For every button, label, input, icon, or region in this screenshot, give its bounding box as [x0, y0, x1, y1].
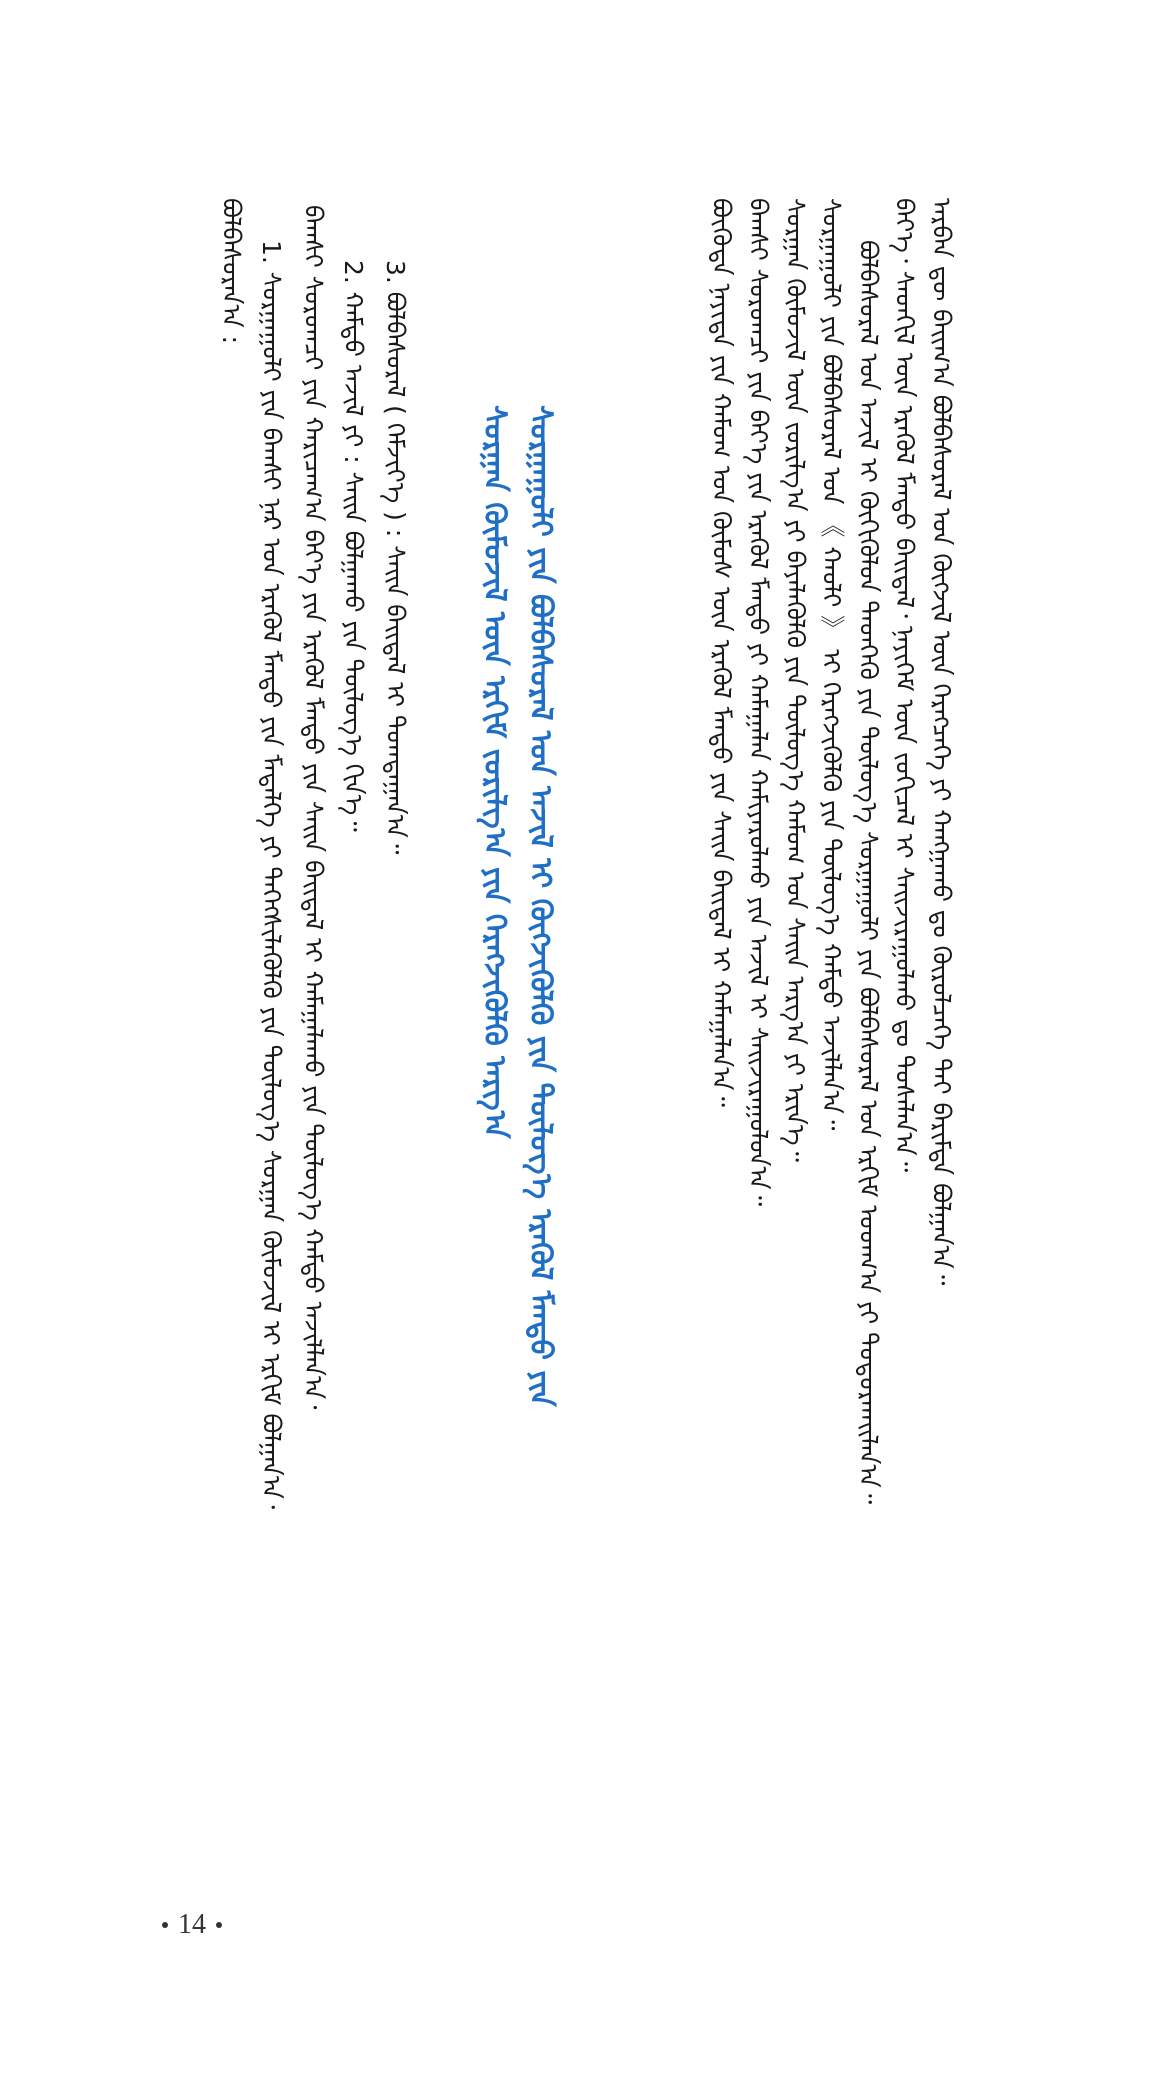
list-item: 2. ᠬᠠᠮᠲᠤ ᠠᠵᠢᠯ ᠶᠢ : ᠰᠠᠢᠨ ᠪᠣᠯᠭᠠᠬᠤ ᠶᠢᠨ ᠲᠥᠯᠥᠭ᠎ᠡ ᠬᠢᠨ᠎ᠡ᠃ [339, 260, 368, 832]
section-heading: ᠰᠤᠷᠭᠠᠨ ᠬᠦᠮᠦᠵᠢᠯ ᠦᠨ ᠡᠷᠬᠢᠮ ᠵᠣᠷᠢᠯᠭ᠎ᠠ ᠶᠢᠨ ᠬᠡᠷᠡᠭᠵᠢᠭᠦᠯᠬᠦ ᠠᠷᠭ᠎ᠠ [477, 405, 512, 1139]
body-line: ᠠᠷᠪᠠᠨ ᠳᠦ ᠪᠠᠢᠭ᠎ᠠ ᠪᠣᠯᠪᠠᠰᠤᠷᠠᠯ ᠤᠨ ᠬᠥᠭᠵᠢᠯ ᠦᠨ ᠬᠡᠷᠡᠭᠴᠡᠭᠡ ᠶᠢ ᠬᠠᠩᠭᠠᠬᠤ ᠳᠤ ᠬᠦᠷᠦᠯᠴᠡᠭᠡ ᠲᠠᠢ ᠪᠠᠷᠢᠮᠲᠠ ᠪᠣᠯᠭᠠᠨ᠎ᠠ᠃ [927, 198, 956, 1286]
bullet-dot [162, 1922, 168, 1928]
list-item: 1. ᠰᠤᠷᠭᠠᠭᠤᠯᠢ ᠶᠢᠨ ᠪᠠᠭᠰᠢ ᠨᠠᠷ ᠤᠨ ᠡᠷᠡᠭᠦᠯ ᠮᠡᠨᠳᠦ ᠶᠢᠨ ᠮᠡᠳᠡᠯᠭᠡ ᠶᠢ ᠳᠡᠭᠡᠭᠰᠢᠯᠡᠭᠦᠯᠬᠦ ᠶᠢᠨ ᠲᠥᠯᠥᠭ᠎ᠡ ᠰᠤᠷᠭᠠᠨ ᠬᠦᠮᠦᠵᠢᠯ ᠢ ᠡᠷᠬᠢᠮ ᠪᠣᠯᠭᠠᠨ᠎ᠠ᠂ [257, 240, 286, 1510]
section-heading: ᠰᠤᠷᠭᠠᠭᠤᠯᠢ ᠶᠢᠨ ᠪᠣᠯᠪᠠᠰᠤᠷᠠᠯ ᠤᠨ ᠠᠵᠢᠯ ᠢ ᠬᠥᠭᠵᠢᠭᠦᠯᠬᠦ ᠶᠢᠨ ᠲᠥᠯᠥᠭ᠎ᠡ ᠡᠷᠡᠭᠦᠯ ᠮᠡᠨᠳᠦ ᠶᠢᠨ [523, 405, 558, 1407]
body-line: ᠪᠠᠭᠰᠢ ᠰᠤᠷᠤᠭᠴᠢ ᠶᠢᠨ ᠬᠠᠷᠢᠴᠠᠭ᠎ᠠ ᠪᠡᠶ᠎ᠡ ᠶᠢᠨ ᠡᠷᠡᠭᠦᠯ ᠮᠡᠨᠳᠦ ᠶᠢᠨ ᠰᠠᠢᠨ ᠪᠠᠢᠳᠠᠯ ᠢ ᠬᠠᠮᠠᠭᠠᠯᠠᠬᠤ ᠶᠢᠨ ᠲᠥᠯᠥᠭ᠎ᠡ ᠬᠠᠮᠲᠤ ᠠᠵᠢᠯᠯᠠᠨ᠎ᠠ᠂ [299, 205, 328, 1410]
page-number-text: 14 [178, 1909, 206, 1940]
list-item: 3. ᠪᠣᠯᠪᠠᠰᠤᠷᠠᠯ ( ᠬᠡᠮᠵᠢᠶ᠎ᠡ ) : ᠰᠠᠢᠨ ᠪᠠᠢᠳᠠᠯ ᠢ ᠲᠣᠭᠲᠠᠭᠠᠨ᠎ᠠ᠃ [381, 260, 410, 855]
body-line: ᠰᠤᠷᠭᠠᠨ ᠬᠦᠮᠦᠵᠢᠯ ᠦᠨ ᠵᠣᠷᠢᠯᠭ᠎ᠠ ᠶᠢ ᠪᠡᠶᠡᠯᠡᠭᠦᠯᠬᠦ ᠶᠢᠨ ᠲᠥᠯᠥᠭ᠎ᠡ ᠬᠠᠮᠤᠭ ᠤᠨ ᠰᠠᠢᠨ ᠠᠷᠭ᠎ᠠ ᠶᠢ ᠡᠷᠢᠨ᠎ᠡ᠃ [781, 198, 810, 1162]
body-line: ᠪᠣᠯᠪᠠᠰᠤᠷᠠᠯ ᠤᠨ ᠠᠵᠢᠯ ᠢ ᠬᠥᠬᠢᠭᠦᠯᠦᠨ ᠳᠡᠳᠬᠡᠬᠦ ᠶᠢᠨ ᠲᠥᠯᠥᠭ᠎ᠡ ᠰᠤᠷᠭᠠᠭᠤᠯᠢ ᠶᠢᠨ ᠪᠣᠯᠪᠠᠰᠤᠷᠠᠯ ᠤᠨ ᠡᠷᠬᠢᠮ ᠤᠳᠬ᠎ᠠ ᠶᠢ ᠲᠣᠳᠤᠷᠬᠠᠢᠯᠠᠨ᠎ᠠ᠃ [854, 240, 883, 1505]
body-line: ᠪᠡᠶ᠎ᠡ᠂ ᠰᠡᠳᠬᠢᠯ ᠦᠨ ᠡᠷᠡᠭᠦᠯ ᠮᠡᠨᠳᠦ ᠪᠠᠢᠳᠠᠯ᠂ ᠨᠡᠶᠢᠭᠡᠮ ᠦᠨ ᠵᠣᠬᠢᠴᠠᠯ ᠢ ᠰᠠᠢᠵᠢᠷᠠᠭᠤᠯᠬᠤ ᠳᠤ ᠲᠤᠰᠠᠯᠠᠨ᠎ᠠ᠃ [890, 198, 919, 1173]
page-number [162, 1910, 272, 1940]
body-line: ᠪᠠᠭᠰᠢ ᠰᠤᠷᠤᠭᠴᠢ ᠶᠢᠨ ᠪᠡᠶ᠎ᠡ ᠶᠢᠨ ᠡᠷᠡᠭᠦᠯ ᠮᠡᠨᠳᠦ ᠶᠢ ᠬᠠᠮᠠᠭᠠᠯᠠᠨ ᠬᠠᠮᠢᠶᠠᠷᠤᠯᠬᠤ ᠶᠢᠨ ᠠᠵᠢᠯ ᠢ ᠰᠠᠢᠵᠢᠷᠠᠭᠤᠯᠤᠨ᠎ᠠ᠃ [744, 198, 773, 1207]
body-line: ᠪᠦᠭᠦᠳᠡ ᠨᠡᠶᠢᠲᠡ ᠶᠢᠨ ᠬᠠᠮᠤᠭ ᠤᠨ ᠬᠦᠮᠦᠰ ᠦᠨ ᠡᠷᠡᠭᠦᠯ ᠮᠡᠨᠳᠦ ᠶᠢᠨ ᠰᠠᠢᠨ ᠪᠠᠢᠳᠠᠯ ᠢ ᠬᠠᠮᠠᠭᠠᠯᠠᠨ᠎ᠠ᠃ [707, 198, 736, 1107]
bullet-dot [216, 1922, 222, 1928]
body-line: ᠰᠤᠷᠭᠠᠭᠤᠯᠢ ᠶᠢᠨ ᠪᠣᠯᠪᠠᠰᠤᠷᠠᠯ ᠤᠨ 《 ᠬᠠᠤᠯᠢ 》 ᠢ ᠬᠡᠷᠡᠭᠵᠢᠭᠦᠯᠬᠦ ᠶᠢᠨ ᠲᠥᠯᠥᠭ᠎ᠡ ᠬᠠᠮᠲᠤ ᠠᠵᠢᠯᠯᠠᠨ᠎ᠠ᠃ [817, 198, 846, 1131]
body-line: ᠪᠣᠯᠪᠠᠰᠤᠷᠠᠨ᠎ᠠ : [217, 198, 246, 345]
